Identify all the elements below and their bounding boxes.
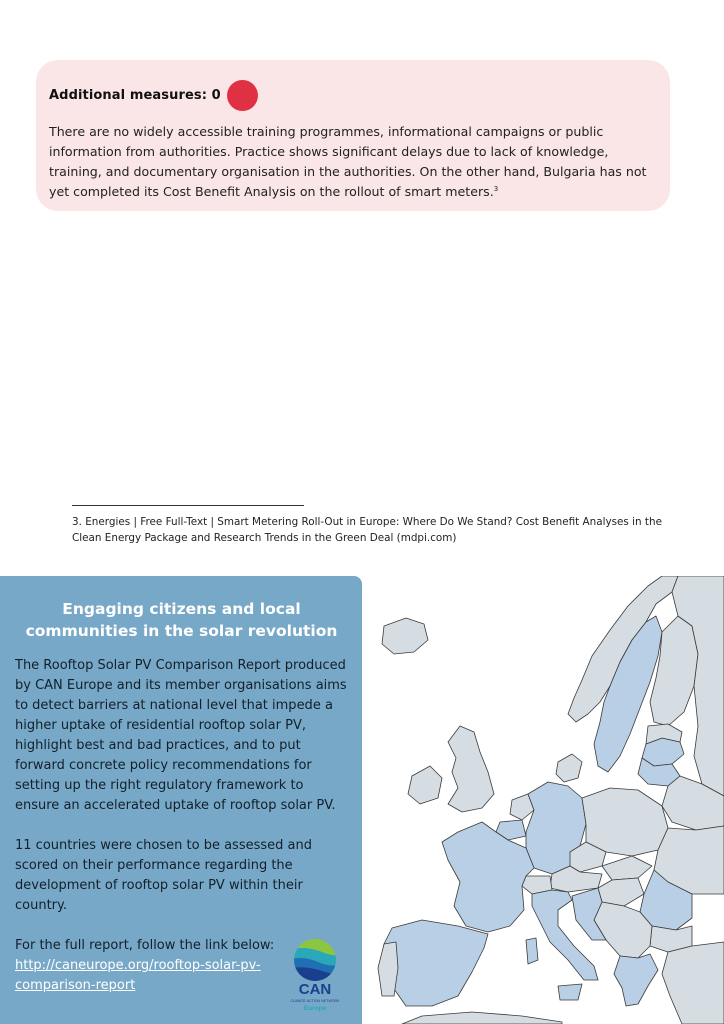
can-europe-logo (282, 938, 348, 1014)
promo-title (15, 598, 348, 642)
logo-region: Europe (303, 1005, 327, 1012)
country-iceland (382, 618, 428, 654)
promo-paragraph-2: 11 countries were chosen to be assessed and scored on their performance regarding the development of rooftop solar PV within their country. (15, 838, 312, 913)
promo-paragraph-3: For the full report, follow the link below: (15, 938, 275, 953)
country-ireland (408, 766, 442, 804)
logo-subtitle: CLIMATE ACTION NETWORK (290, 999, 340, 1003)
europe-map (362, 576, 724, 1024)
country-uk (448, 726, 494, 812)
country-sicily (558, 984, 582, 1000)
country-hungary (598, 878, 644, 906)
score-indicator-red (227, 80, 258, 111)
measure-description (49, 122, 656, 202)
footnote-marker[interactable]: 3 (493, 184, 499, 193)
country-portugal (378, 942, 398, 996)
promo-title-line2: communities in the solar revolution (25, 622, 338, 640)
country-turkey (662, 942, 724, 1024)
promo-title-line1: Engaging citizens and local (62, 600, 301, 618)
measure-title: Additional measures: 0 (49, 87, 221, 103)
report-promo-panel (0, 576, 362, 1024)
report-link[interactable]: http://caneurope.org/rooftop-solar-pv-comparison-report (15, 958, 261, 993)
europe-map-svg (362, 576, 724, 1024)
additional-measures-card (36, 60, 670, 211)
country-france (442, 822, 534, 932)
promo-paragraph-1: The Rooftop Solar PV Comparison Report produced by CAN Europe and its member organisations aims to detect barriers at national level that impede a higher uptake of residential rooftop solar PV, highlight best and bad practices, and to put forward concrete policy recommendations for setting up the right regulatory framework to ensure an accelerated uptake of rooftop solar PV. (15, 658, 347, 813)
country-denmark (556, 754, 582, 782)
footnote: 3. Energies | Free Full-Text | Smart Metering Roll-Out in Europe: Where Do We Stand? Cost Benefit Analyses in the Clean Energy Package and Research Trends in the Green Deal (mdpi.com) (72, 516, 662, 544)
logo-wordmark: CAN (298, 981, 332, 998)
footnote-divider (72, 505, 304, 506)
country-north-africa (402, 1012, 562, 1024)
measure-header (49, 78, 656, 112)
country-poland (582, 788, 668, 856)
country-greece (614, 954, 658, 1006)
country-slovakia (602, 856, 652, 880)
country-sardinia (526, 938, 538, 964)
measure-body: There are no widely accessible training programmes, informational campaigns or public information from authorities. Practice shows significant delays due to lack of knowledge, training, and documentary organisation in the authorities. On the other hand, Bulgaria has not yet completed its Cost Benefit Analysis on the rollout of smart meters. (49, 124, 647, 199)
